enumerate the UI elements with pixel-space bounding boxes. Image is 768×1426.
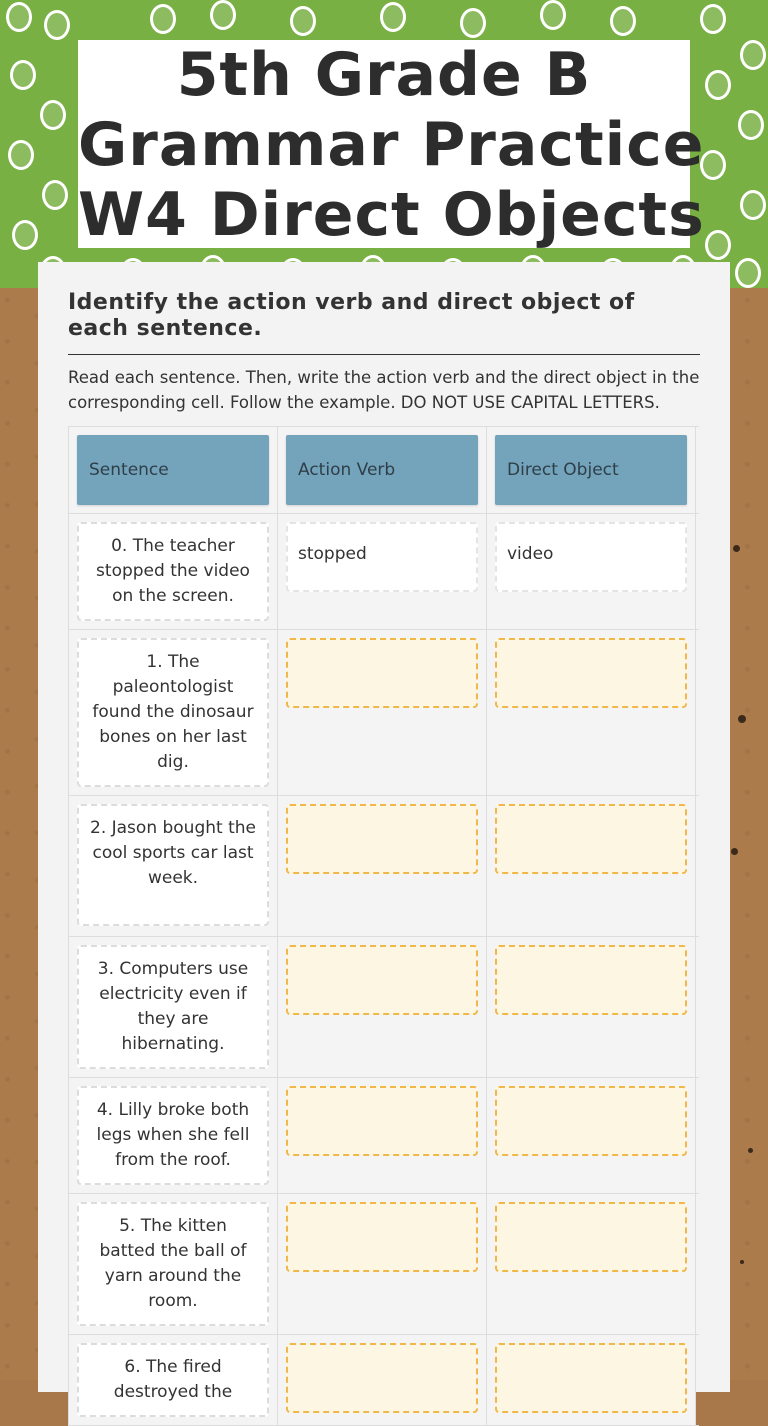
object-drop-zone[interactable]: [495, 1202, 687, 1272]
column-header-sentence: Sentence: [77, 435, 269, 505]
cork-speck: [738, 715, 746, 723]
verb-drop-zone[interactable]: [286, 804, 478, 874]
page-title-line-1: 5th Grade B: [176, 40, 592, 110]
cork-speck: [740, 1260, 744, 1264]
verb-drop-zone[interactable]: [286, 945, 478, 1015]
verb-drop-zone[interactable]: [286, 1086, 478, 1156]
column-header-direct-object: Direct Object: [495, 435, 687, 505]
table-row: [69, 514, 699, 630]
sentence-card: 1. The paleontologist found the dinosaur bones on her last dig.: [77, 638, 269, 787]
page-title-line-2: Grammar Practice: [78, 110, 705, 180]
object-drop-zone[interactable]: [495, 1086, 687, 1156]
table-row: [69, 630, 699, 796]
object-drop-zone[interactable]: [495, 1343, 687, 1413]
table-row: [69, 1335, 699, 1426]
sentence-card: 5. The kitten batted the ball of yarn around the room.: [77, 1202, 269, 1326]
object-drop-zone[interactable]: [495, 945, 687, 1015]
sentence-card: 3. Computers use electricity even if they are hibernating.: [77, 945, 269, 1069]
example-verb-answer: stopped: [286, 522, 478, 592]
table-row: [69, 937, 699, 1078]
instructions-text: Read each sentence. Then, write the action verb and the direct object in the corresponding cell. Follow the example. DO NOT USE CAPITAL LETTERS.: [68, 368, 700, 412]
verb-drop-zone[interactable]: [286, 1343, 478, 1413]
cork-speck: [731, 848, 738, 855]
answer-table: [68, 426, 699, 1426]
table-header-row: [69, 427, 699, 514]
sentence-card: 4. Lilly broke both legs when she fell from the roof.: [77, 1086, 269, 1185]
example-object-answer: video: [495, 522, 687, 592]
title-box: [78, 40, 705, 250]
verb-drop-zone[interactable]: [286, 1202, 478, 1272]
verb-drop-zone[interactable]: [286, 638, 478, 708]
section-heading: Identify the action verb and direct object of each sentence.: [68, 290, 635, 341]
object-drop-zone[interactable]: [495, 804, 687, 874]
page-title-line-3: W4 Direct Objects: [78, 180, 705, 250]
worksheet-card: [38, 262, 730, 1402]
table-row: [69, 1078, 699, 1194]
table-row: [69, 1194, 699, 1335]
divider: [68, 354, 700, 355]
column-header-action-verb: Action Verb: [286, 435, 478, 505]
sentence-card: 6. The fired destroyed the: [77, 1343, 269, 1417]
cork-speck: [748, 1148, 753, 1153]
table-row: [69, 796, 699, 937]
sentence-card: 2. Jason bought the cool sports car last week.: [77, 804, 269, 926]
object-drop-zone[interactable]: [495, 638, 687, 708]
cork-speck: [733, 545, 740, 552]
sentence-card: 0. The teacher stopped the video on the screen.: [77, 522, 269, 621]
